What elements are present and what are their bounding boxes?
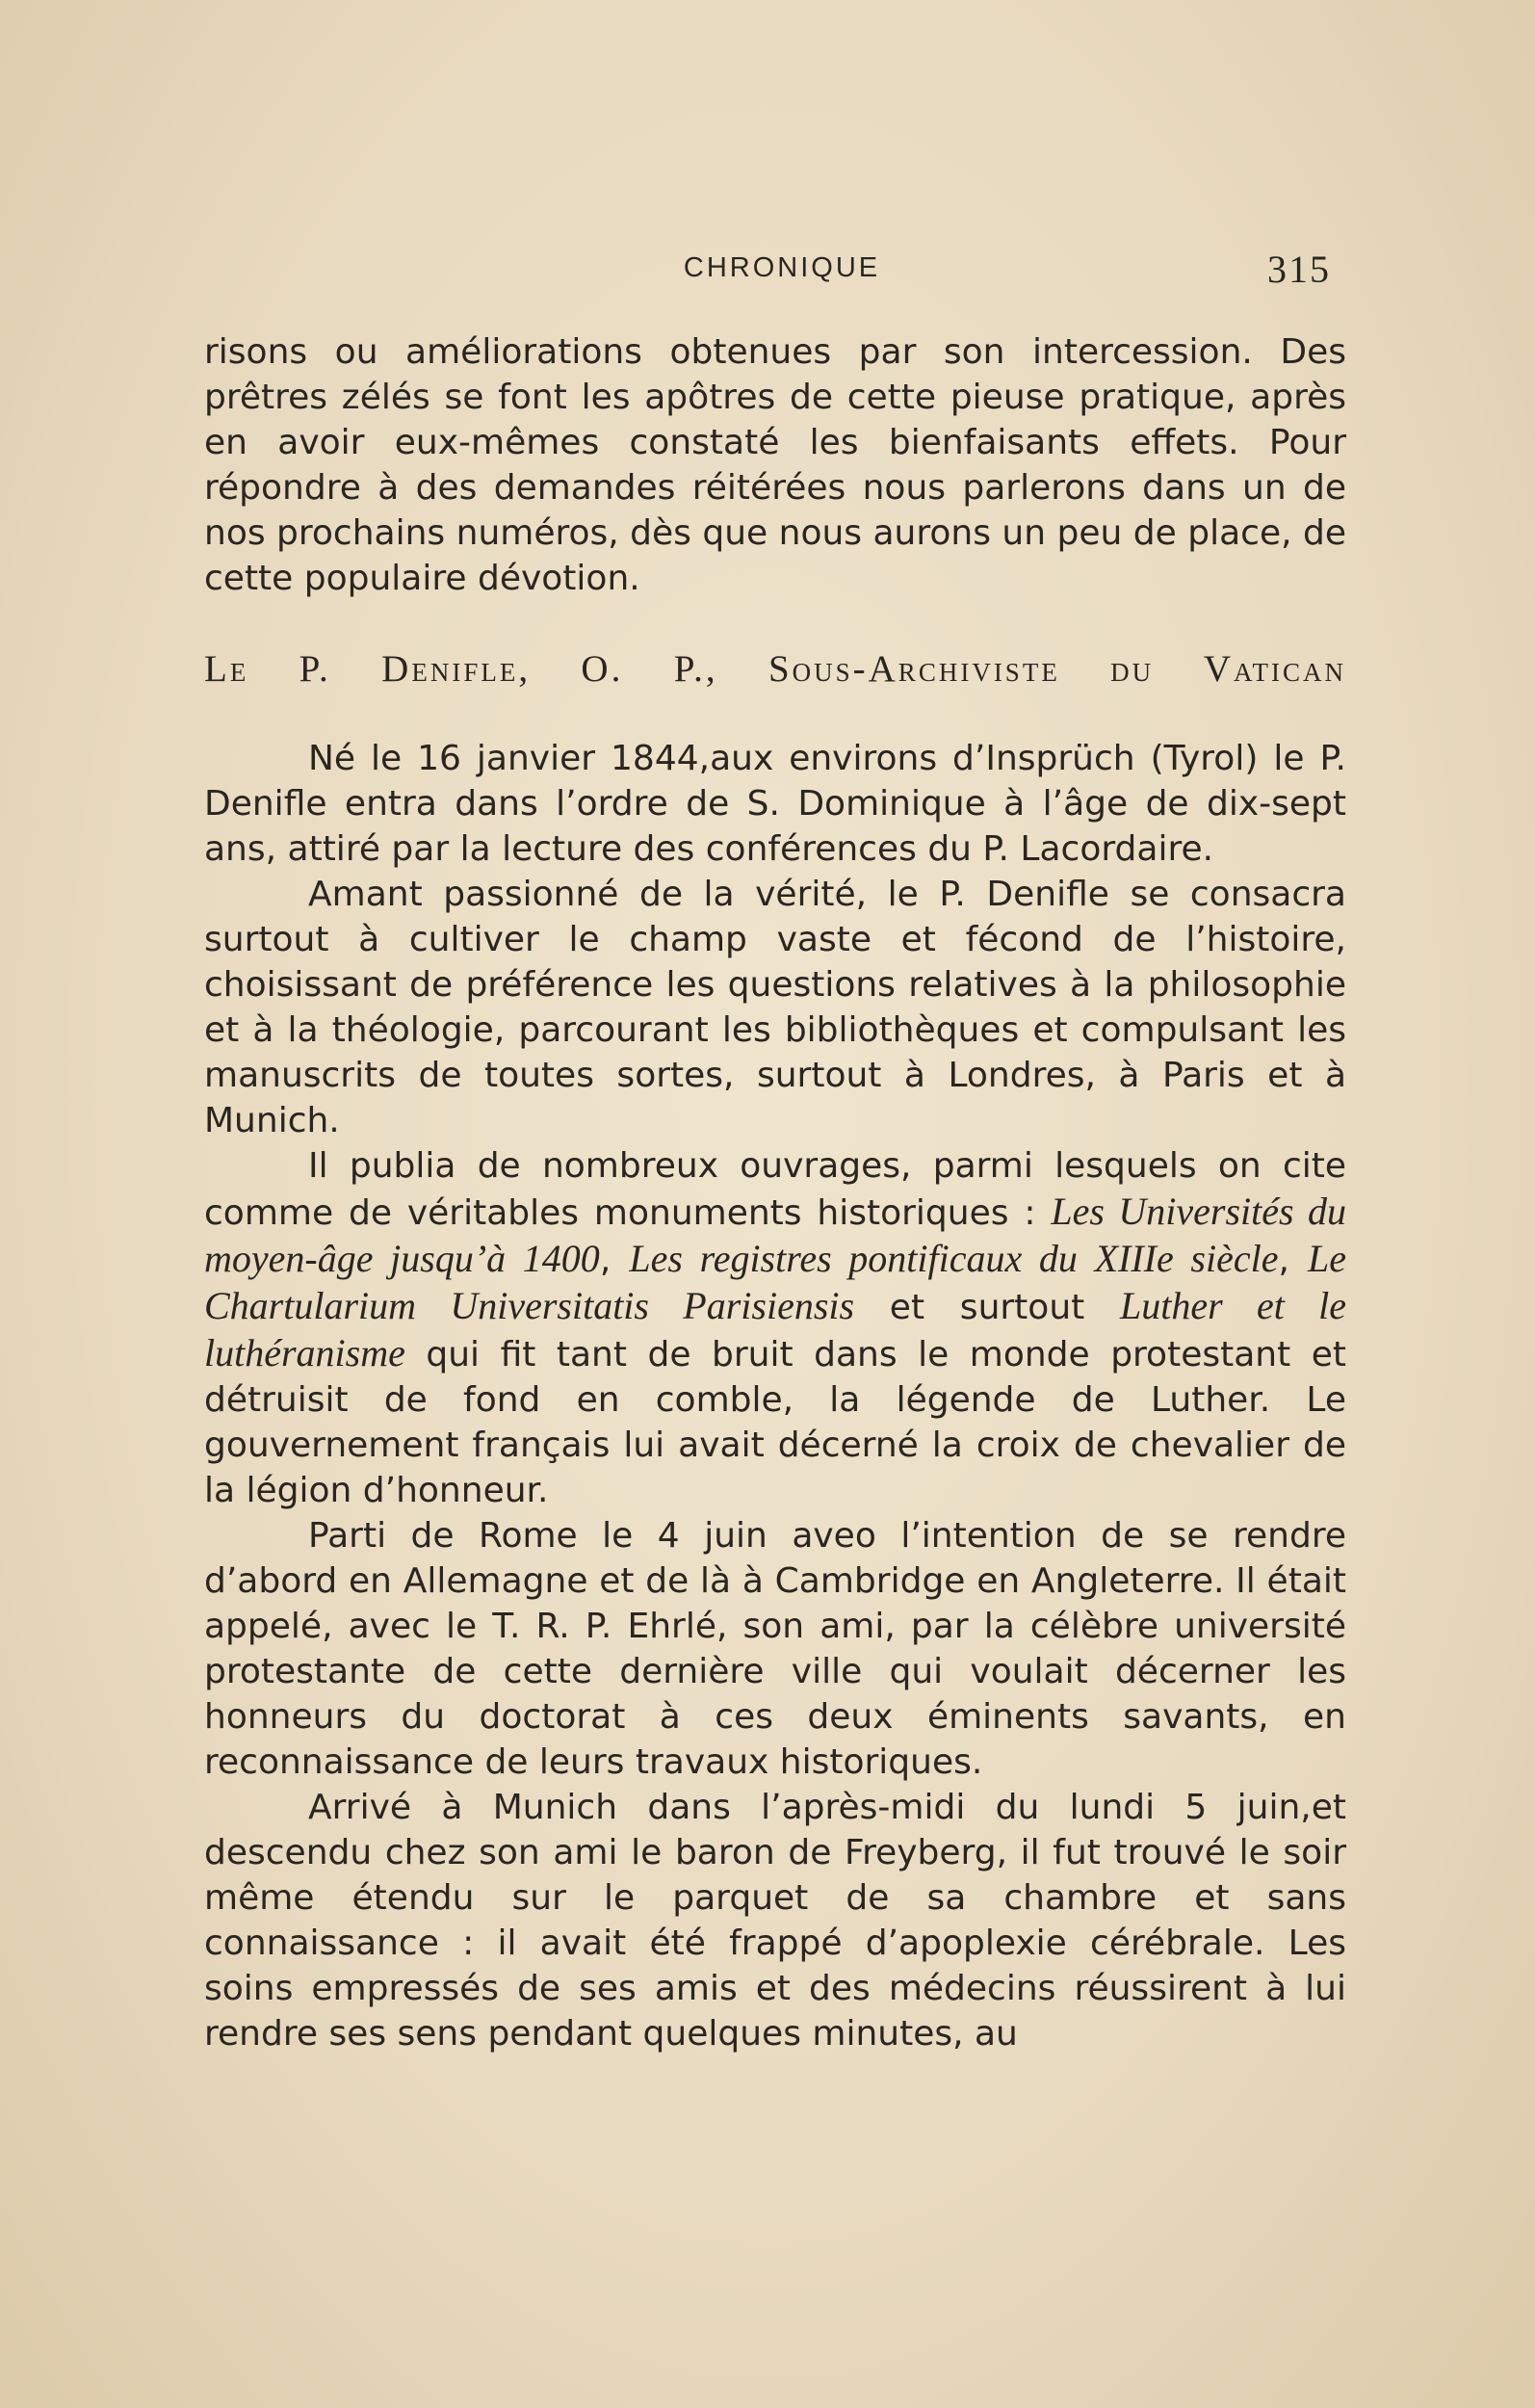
- text-run: qui fit tant de bruit dans le monde protestant et détruisit de fond en comble, la légende de Luther. Le gouvernement français lui avait décerné la croix de chevalier de la légion d’honneur.: [204, 1335, 1346, 1510]
- work-title: Luther et le luthéranisme: [204, 1284, 1346, 1374]
- work-title: Les Universités du moyen-âge jusqu’à 1400: [204, 1190, 1346, 1280]
- paragraph: Arrivé à Munich dans l’après-midi du lundi 5 juin,et descendu chez son ami le baron de Freyberg, il fut trouvé le soir même étendu sur le parquet de sa chambre et sans connaissance : il avait été frappé d’apoplexie cérébrale. Les soins empressés de ses amis et des médecins réussirent à lui rendre ses sens pendant quelques minutes, au: [204, 1788, 1346, 2054]
- paragraph: Amant passionné de la vérité, le P. Denifle se consacra surtout à cultiver le champ vaste et fécond de l’histoire, choisissant de préférence les questions relatives à la philosophie et à la théologie, parcourant les bibliothèques et compulsant les manuscrits de toutes sortes, surtout à Londres, à Paris et à Munich.: [204, 875, 1346, 1140]
- text-run: Il publia de nombreux ouvrages, parmi lesquels on cite comme de véritables monuments historiques :: [204, 1146, 1346, 1233]
- text-run: ,: [1278, 1241, 1309, 1280]
- work-title: Les registres pontificaux du XIIIe siècle: [629, 1237, 1279, 1280]
- paragraph-works: [204, 1143, 1346, 1513]
- paragraph: Né le 16 janvier 1844,aux environs d’Insprüch (Tyrol) le P. Denifle entra dans l’ordre de S. Dominique à l’âge de dix-sept ans, attiré par la lecture des conférences du P. Lacordaire.: [204, 739, 1346, 869]
- text-run: et surtout: [854, 1288, 1120, 1327]
- paragraph: Parti de Rome le 4 juin aveo l’intention de se rendre d’abord en Allemagne et de là à Cambridge en Angleterre. Il était appelé, avec le T. R. P. Ehrlé, son ami, par la célèbre université protestante de cette dernière ville qui voulait décerner les honneurs du doctorat à ces deux éminents savants, en reconnaissance de leurs travaux historiques.: [204, 1516, 1346, 1782]
- page-number: 315: [1267, 248, 1331, 291]
- running-title: CHRONIQUE: [683, 252, 881, 283]
- paragraph-continued: risons ou améliorations obtenues par son intercession. Des prêtres zélés se font les apôtres de cette pieuse pratique, après en avoir eux-mêmes constaté les bienfaisants effets. Pour répondre à des demandes réitérées nous parlerons dans un de nos prochains numéros, dès que nous aurons un peu de place, de cette populaire dévotion.: [204, 332, 1346, 598]
- text-run: ,: [599, 1241, 630, 1280]
- work-title: Le Chartularium Universitatis Parisiensis: [204, 1237, 1347, 1327]
- running-head: [204, 248, 1360, 301]
- section-heading: Le P. Denifle, O. P., Sous-Archiviste du Vatican: [204, 648, 1346, 690]
- body-text: [204, 329, 1346, 2056]
